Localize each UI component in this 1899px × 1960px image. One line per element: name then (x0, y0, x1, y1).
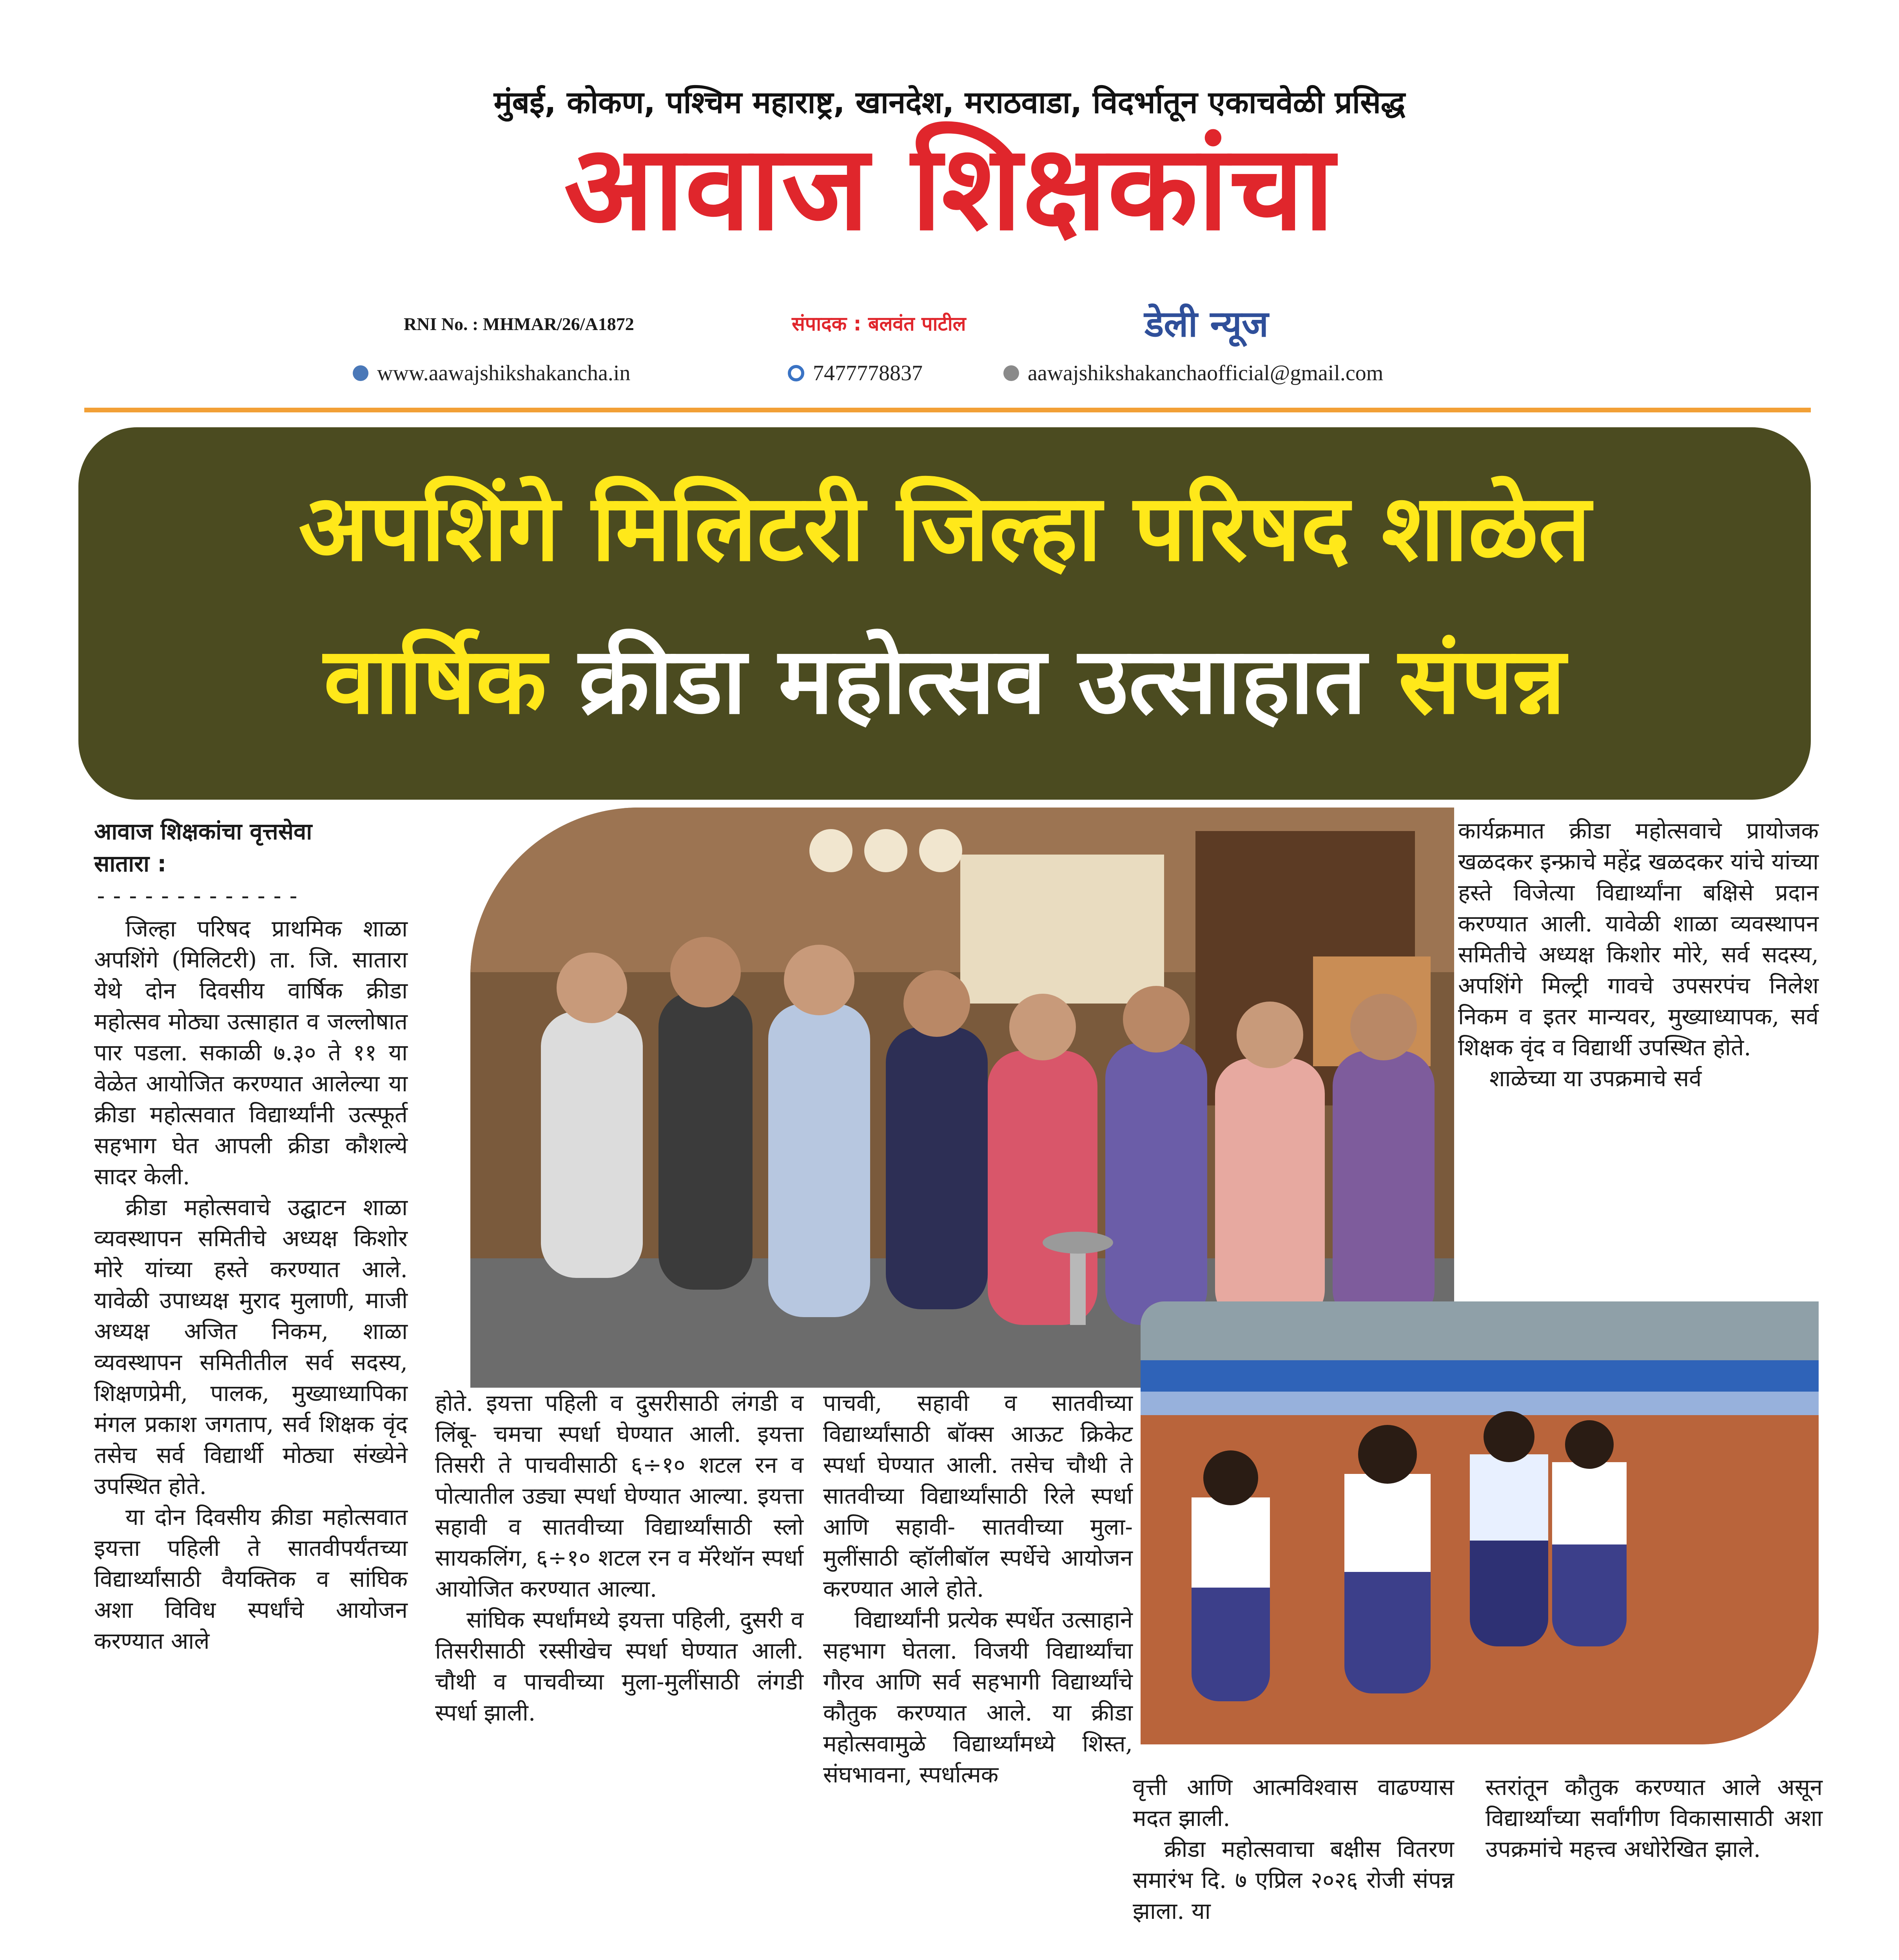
headline-word-festival: क्रीडा महोत्सव उत्साहात (579, 628, 1367, 735)
article-column-2 (435, 1388, 803, 1728)
byline-service: आवाज शिक्षकांचा वृत्तसेवा (94, 818, 312, 845)
email-contact (1003, 361, 1383, 386)
phone-icon (788, 365, 804, 381)
headline-word-concluded: संपन्न (1398, 628, 1566, 735)
article-column-3 (823, 1388, 1133, 1790)
paragraph: शाळेच्या या उपक्रमाचे सर्व (1489, 1065, 1702, 1092)
email-icon (1003, 365, 1019, 381)
headline-word-annual: वार्षिक (323, 628, 547, 735)
paragraph: होते. इयत्ता पहिली व दुसरीसाठी लंगडी व लिंबू- चमचा स्पर्धा घेण्यात आली. इयत्ता तिसरी ते पाचवीसाठी ६÷१० शटल रन व पोत्यातील उड्या स्पर्धा घेण्यात आल्या. इयत्ता सहावी व सातवीच्या विद्यार्थ्यांसाठी स्लो सायकलिंग, ६÷१० शटल रन व मॅरेथॉन स्पर्धा आयोजित करण्यात आल्या. (435, 1390, 803, 1602)
paragraph: पाचवी, सहावी व सातवीच्या विद्यार्थ्यांसाठी बॉक्स आऊट क्रिकेट स्पर्धा घेण्यात आली. तसेच चौथी ते सातवीच्या विद्यार्थ्यांसाठी रिले स्पर्धा आणि सहावी- सातवीच्या मुला-मुलींसाठी व्हॉलीबॉल स्पर्धेचे आयोजन करण्यात आले होते. (823, 1390, 1133, 1602)
paragraph: कार्यक्रमात क्रीडा महोत्सवाचे प्रायोजक खळदकर इन्फ्राचे महेंद्र खळदकर यांचे यांच्या हस्ते विजेत्या विद्यार्थ्यांना बक्षिसे प्रदान करण्यात आली. यावेळी शाळा व्यवस्थापन समितीचे अध्यक्ष किशोर मोरे, सर्व सदस्य, अपशिंगे मिल्ट्री गावचे उपसरपंच निलेश निकम व इतर मान्यवर, मुख्याध्यापक, सर्व शिक्षक वृंद व विद्यार्थी उपस्थित होते. (1458, 817, 1819, 1061)
headline-line-2 (78, 628, 1811, 735)
masthead-tagline: मुंबई, कोकण, पश्चिम महाराष्ट्र, खानदेश, मराठवाडा, विदर्भातून एकाचवेळी प्रसिद्ध (493, 85, 1406, 120)
newspaper-masthead: आवाज शिक्षकांचा (564, 120, 1335, 256)
editor-credit: संपादक : बलवंत पाटील (792, 312, 966, 335)
race-photo (1141, 1301, 1819, 1744)
headline-line-1: अपशिंगे मिलिटरी जिल्हा परिषद शाळेत (298, 475, 1591, 582)
website-text: www.aawajshikshakancha.in (377, 361, 631, 385)
paragraph: विद्यार्थ्यांनी प्रत्येक स्पर्धेत उत्साहाने सहभाग घेतला. विजयी विद्यार्थ्यांचा गौरव आणि सर्व सहभागी विद्यार्थ्यांचे कौतुक करण्यात आले. या क्रीडा महोत्सवामुळे विद्यार्थ्यांमध्ये शिस्त, संघभावना, स्पर्धात्मक (823, 1606, 1133, 1788)
paragraph: क्रीडा महोत्सवाचा बक्षीस वितरण समारंभ दि. ७ एप्रिल २०२६ रोजी संपन्न झाला. या (1133, 1836, 1454, 1924)
byline-divider: ------------- (94, 882, 303, 909)
article-column-6 (1485, 1772, 1823, 1865)
phone-text: 7477778837 (813, 361, 923, 385)
header-divider (84, 408, 1811, 412)
paragraph: या दोन दिवसीय क्रीडा महोत्सवात इयत्ता पहिली ते सातवीपर्यंतच्या विद्यार्थ्यांसाठी वैयक्तिक व सांघिक अशा विविध स्पर्धांचे आयोजन करण्यात आले (94, 1504, 408, 1654)
edition-label: डेली न्यूज (1144, 303, 1269, 345)
phone-contact (788, 361, 923, 386)
paragraph: जिल्हा परिषद प्राथमिक शाळा अपशिंगे (मिलिटरी) ता. जि. सातारा येथे दोन दिवसीय वार्षिक क्रीडा महोत्सव मोठ्या उत्साहात व जल्लोषात पार पडला. सकाळी ७.३० ते ११ या वेळेत आयोजित करण्यात आलेल्या या क्रीडा महोत्सवात विद्यार्थ्यांनी उत्स्फूर्त सहभाग घेत आपली क्रीडा कौशल्ये सादर केली. (94, 915, 408, 1190)
paragraph: स्तरांतून कौतुक करण्यात आले असून विद्यार्थ्यांच्या सर्वांगीण विकासासाठी अशा उपक्रमांचे महत्त्व अधोरेखित झाले. (1485, 1774, 1823, 1862)
website-contact (353, 361, 630, 386)
inauguration-photo (470, 808, 1454, 1388)
email-text: aawajshikshakanchaofficial@gmail.com (1028, 361, 1384, 385)
byline-location: सातारा : (94, 850, 167, 877)
paragraph: क्रीडा महोत्सवाचे उद्घाटन शाळा व्यवस्थापन समितीचे अध्यक्ष किशोर मोरे यांच्या हस्ते करण्यात आले. यावेळी उपाध्यक्ष मुराद मुलाणी, माजी अध्यक्ष अजित निकम, शाळा व्यवस्थापन समितीतील सर्व सदस्य, शिक्षणप्रेमी, पालक, मुख्याध्यापिका मंगल प्रकाश जगताप, सर्व शिक्षक वृंद तसेच सर्व विद्यार्थी मोठ्या संख्येने उपस्थित होते. (94, 1194, 408, 1499)
article-column-4 (1458, 815, 1819, 1094)
paragraph: सांघिक स्पर्धांमध्ये इयत्ता पहिली, दुसरी व तिसरीसाठी रस्सीखेच स्पर्धा घेण्यात आली. चौथी व पाचवीच्या मुला-मुलींसाठी लंगडी स्पर्धा झाली. (435, 1606, 803, 1726)
rni-number: RNI No. : MHMAR/26/A1872 (404, 314, 634, 334)
article-column-5 (1133, 1772, 1454, 1927)
globe-icon (353, 365, 368, 381)
article-column-1 (94, 815, 408, 1657)
paragraph: वृत्ती आणि आत्मविश्वास वाढण्यास मदत झाली. (1133, 1774, 1454, 1831)
